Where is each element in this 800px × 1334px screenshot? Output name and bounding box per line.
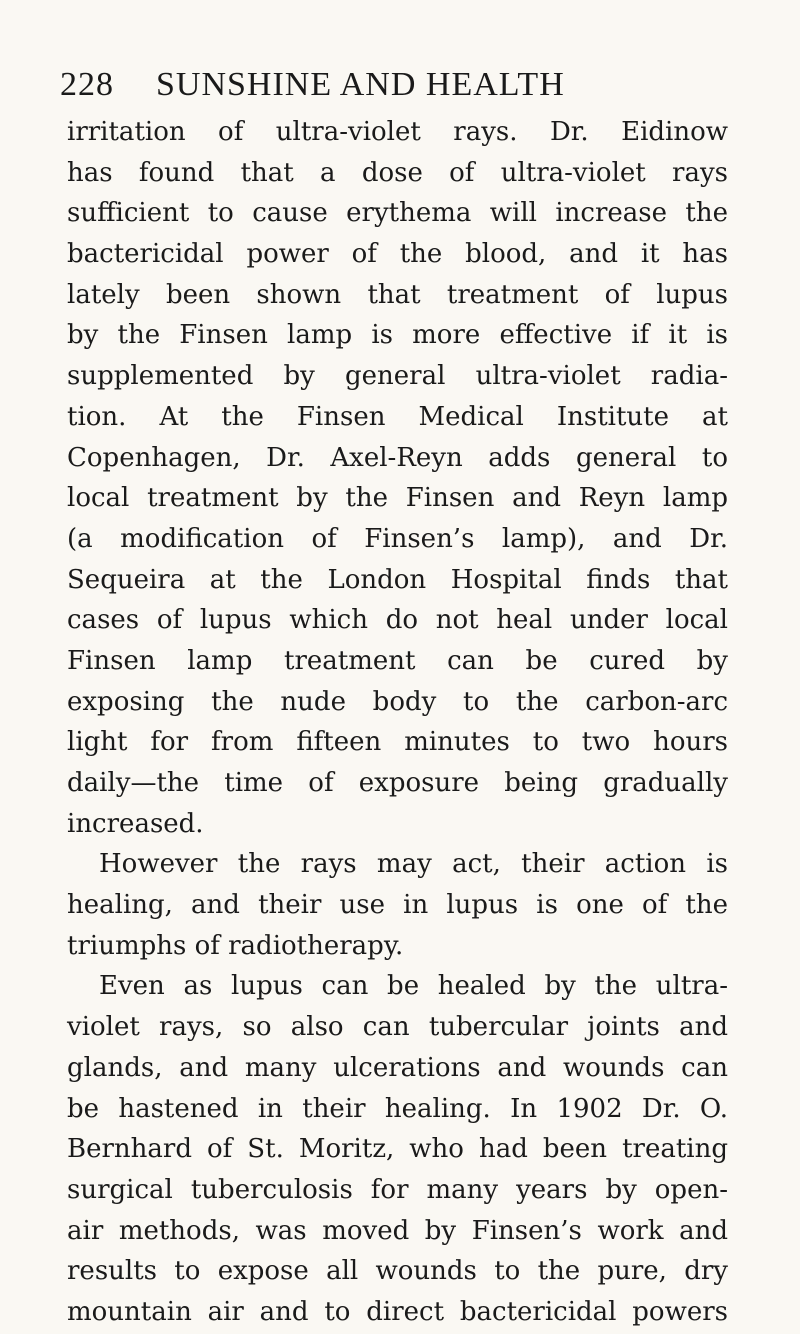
text-line: has found that a dose of ultra-violet rays <box>67 157 728 188</box>
text-line: surgical tuberculosis for many years by open- <box>67 1174 728 1205</box>
text-line: lately been shown that treatment of lupus <box>67 279 728 310</box>
text-line: Sequeira at the London Hospital finds that <box>67 564 728 595</box>
text-line: However the rays may act, their action is <box>99 849 728 880</box>
text-line: glands, and many ulcerations and wounds can <box>67 1052 728 1083</box>
text-line: air methods, was moved by Finsen’s work and <box>67 1215 728 1246</box>
text-line: violet rays, so also can tubercular joints and <box>67 1012 728 1043</box>
text-line: be hastened in their healing. In 1902 Dr. O. <box>67 1093 728 1124</box>
text-line: results to expose all wounds to the pure, dry <box>67 1256 728 1287</box>
text-line: light for from fifteen minutes to two hours <box>67 727 728 758</box>
text-line: increased. <box>67 808 204 839</box>
text-line: cases of lupus which do not heal under local <box>67 605 728 636</box>
text-line: Finsen lamp treatment can be cured by <box>67 645 728 676</box>
text-line: Copenhagen, Dr. Axel-Reyn adds general to <box>67 442 728 473</box>
page-number: 228 <box>60 66 114 103</box>
text-line: triumphs of radiotherapy. <box>67 930 404 961</box>
text-line: sufficient to cause erythema will increase the <box>67 198 728 229</box>
text-line: mountain air and to direct bactericidal powers <box>67 1296 728 1327</box>
text-line: Bernhard of St. Moritz, who had been treating <box>67 1134 728 1165</box>
running-head <box>60 60 700 110</box>
running-title: SUNSHINE AND HEALTH <box>156 66 565 103</box>
text-line: tion. At the Finsen Medical Institute at <box>67 401 728 432</box>
text-line: local treatment by the Finsen and Reyn lamp <box>67 483 728 514</box>
text-line: daily—the time of exposure being gradually <box>67 768 728 798</box>
text-line: irritation of ultra-violet rays. Dr. Eidinow <box>67 117 728 147</box>
text-line: healing, and their use in lupus is one of the <box>67 890 728 921</box>
text-line: bactericidal power of the blood, and it has <box>67 239 728 270</box>
text-line: Even as lupus can be healed by the ultra- <box>99 971 728 1002</box>
text-line: (a modification of Finsen’s lamp), and Dr. <box>67 523 728 554</box>
text-line: exposing the nude body to the carbon-arc <box>67 686 728 717</box>
text-line: by the Finsen lamp is more effective if it is <box>67 320 728 351</box>
text-line: supplemented by general ultra-violet radia- <box>67 361 728 392</box>
body-text <box>67 112 728 1333</box>
